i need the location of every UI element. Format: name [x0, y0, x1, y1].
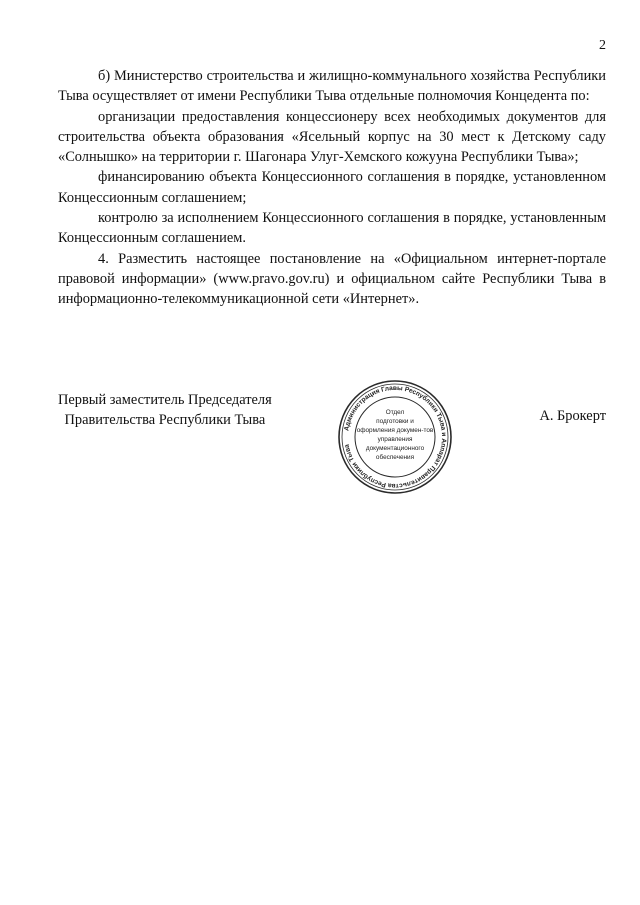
stamp-line-1: Отдел	[385, 409, 405, 416]
paragraph-publication: 4. Разместить настоящее постановление на «Официальном интернет-портале правовой информации» (www.pravo.gov.ru) и официальном сайте Республики Тыва в информационно-телекоммуникационной сети «Интернет».	[58, 250, 606, 308]
signature-block	[58, 378, 606, 498]
svg-text:Администрация Главы Республики: Администрация Главы Республики Тыва и Аппарат Правительства Республики Тыва	[343, 384, 448, 490]
page-number: 2	[599, 38, 606, 53]
document-body	[58, 66, 606, 310]
stamp-line-3: оформления докумен-тов	[356, 427, 434, 434]
signatory-position	[58, 390, 272, 430]
paragraph-documents: организации предоставления концессионеру всех необходимых документов для строительства объекта образования «Ясельный корпус на 30 мест к Детскому саду «Солнышко» на территории г. Шагонара Улуг-Хемского кожууна Республики Тыва»;	[58, 108, 606, 166]
stamp-line-5: документационного	[365, 445, 425, 452]
paragraph-control: контролю за исполнением Концессионного соглашения в порядке, установленным Концессионным соглашением.	[58, 210, 606, 247]
paragraph-financing: финансированию объекта Концессионного соглашения в порядке, установленном Концессионным соглашением;	[58, 169, 606, 206]
stamp-line-2: подготовки и	[376, 418, 414, 425]
signatory-position-line1: Первый заместитель Председателя	[58, 392, 272, 408]
official-stamp	[336, 378, 454, 496]
stamp-line-6: обеспечения	[375, 454, 415, 461]
paragraph-ministry: б) Министерство строительства и жилищно-коммунального хозяйства Республики Тыва осуществляет от имени Республики Тыва отдельные полномочия Концедента по:	[58, 68, 606, 105]
signatory-position-line2: Правительства Республики Тыва	[64, 412, 266, 428]
stamp-line-4: управления	[377, 436, 413, 443]
stamp-seal-icon	[336, 378, 454, 496]
signatory-name: А. Брокерт	[539, 408, 606, 424]
